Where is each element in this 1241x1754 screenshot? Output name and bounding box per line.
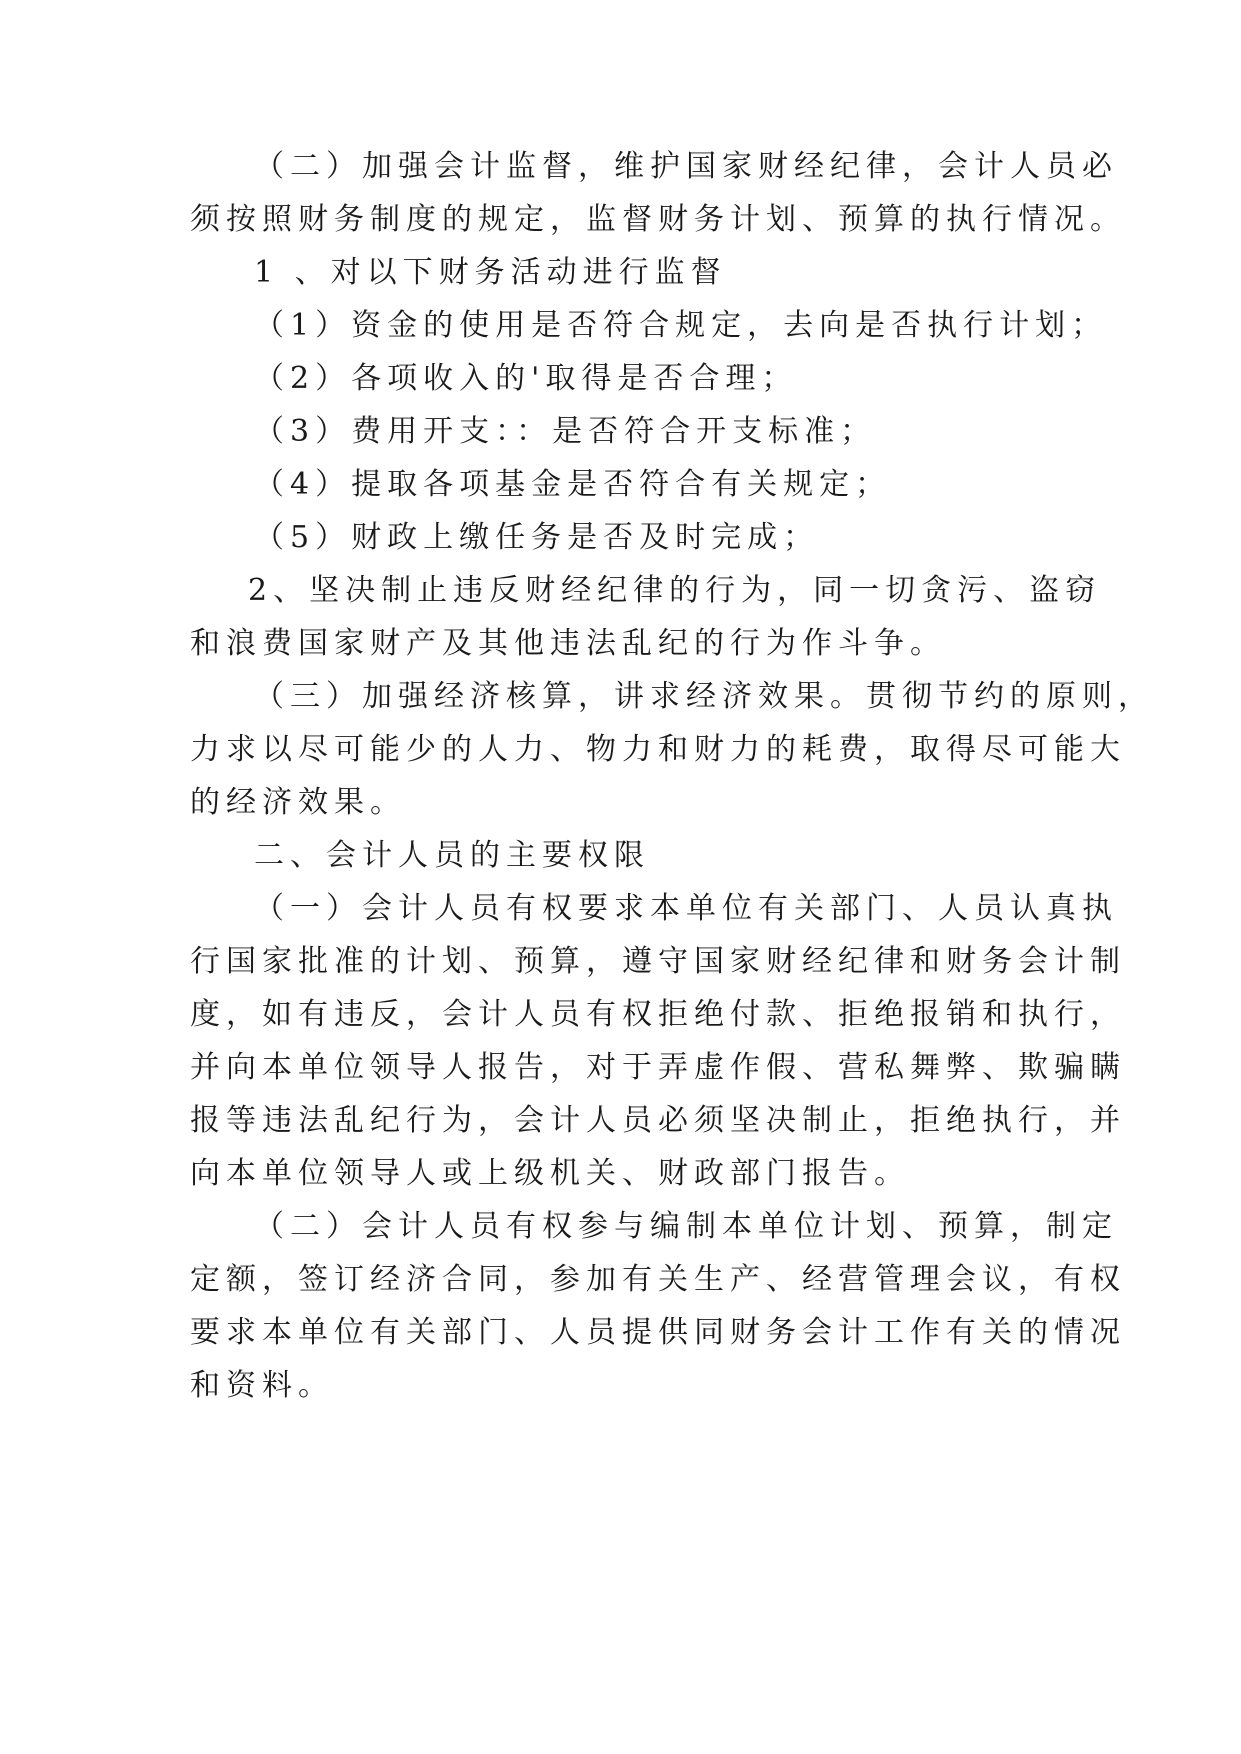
paragraph-line: 力求以尽可能少的人力、物力和财力的耗费，取得尽可能大 xyxy=(190,732,1126,767)
paragraph-line: 2、坚决制止违反财经纪律的行为，同一切贪污、盗窃 xyxy=(248,573,1102,608)
paragraph-line: 要求本单位有关部门、人员提供同财务会计工作有关的情况 xyxy=(190,1315,1126,1350)
paragraph-line: 1 、对以下财务活动进行监督 xyxy=(254,255,727,290)
paragraph-line: 向本单位领导人或上级机关、财政部门报告。 xyxy=(190,1156,910,1191)
paragraph-line: （二）加强会计监督，维护国家财经纪律，会计人员必 xyxy=(254,149,1118,184)
paragraph-line: （二）会计人员有权参与编制本单位计划、预算，制定 xyxy=(254,1209,1118,1244)
section-heading: 二、会计人员的主要权限 xyxy=(254,838,650,873)
paragraph-line: 并向本单位领导人报告，对于弄虚作假、营私舞弊、欺骗瞒 xyxy=(190,1050,1126,1085)
paragraph-line: （4）提取各项基金是否符合有关规定； xyxy=(254,467,892,502)
paragraph-line: （3）费用开支：：是否符合开支标准； xyxy=(254,414,877,449)
paragraph-line: 定额，签订经济合同，参加有关生产、经营管理会议，有权 xyxy=(190,1262,1126,1297)
paragraph-line: 和资料。 xyxy=(190,1368,334,1403)
paragraph-line: （一）会计人员有权要求本单位有关部门、人员认真执 xyxy=(254,891,1118,926)
paragraph-line: 和浪费国家财产及其他违法乱纪的行为作斗争。 xyxy=(190,626,946,661)
paragraph-line: （三）加强经济核算，讲求经济效果。贯彻节约的原则， xyxy=(254,679,1154,714)
paragraph-line: （2）各项收入的'取得是否合理； xyxy=(254,361,798,396)
paragraph-line: （1）资金的使用是否符合规定，去向是否执行计划； xyxy=(254,308,1108,343)
paragraph-line: 行国家批准的计划、预算，遵守国家财经纪律和财务会计制 xyxy=(190,944,1126,979)
paragraph-line: 须按照财务制度的规定，监督财务计划、预算的执行情况。 xyxy=(190,202,1126,237)
paragraph-line: 度，如有违反，会计人员有权拒绝付款、拒绝报销和执行， xyxy=(190,997,1126,1032)
paragraph-line: 报等违法乱纪行为，会计人员必须坚决制止，拒绝执行，并 xyxy=(190,1103,1126,1138)
paragraph-line: 的经济效果。 xyxy=(190,785,406,820)
paragraph-line: （5）财政上缴任务是否及时完成； xyxy=(254,520,820,555)
